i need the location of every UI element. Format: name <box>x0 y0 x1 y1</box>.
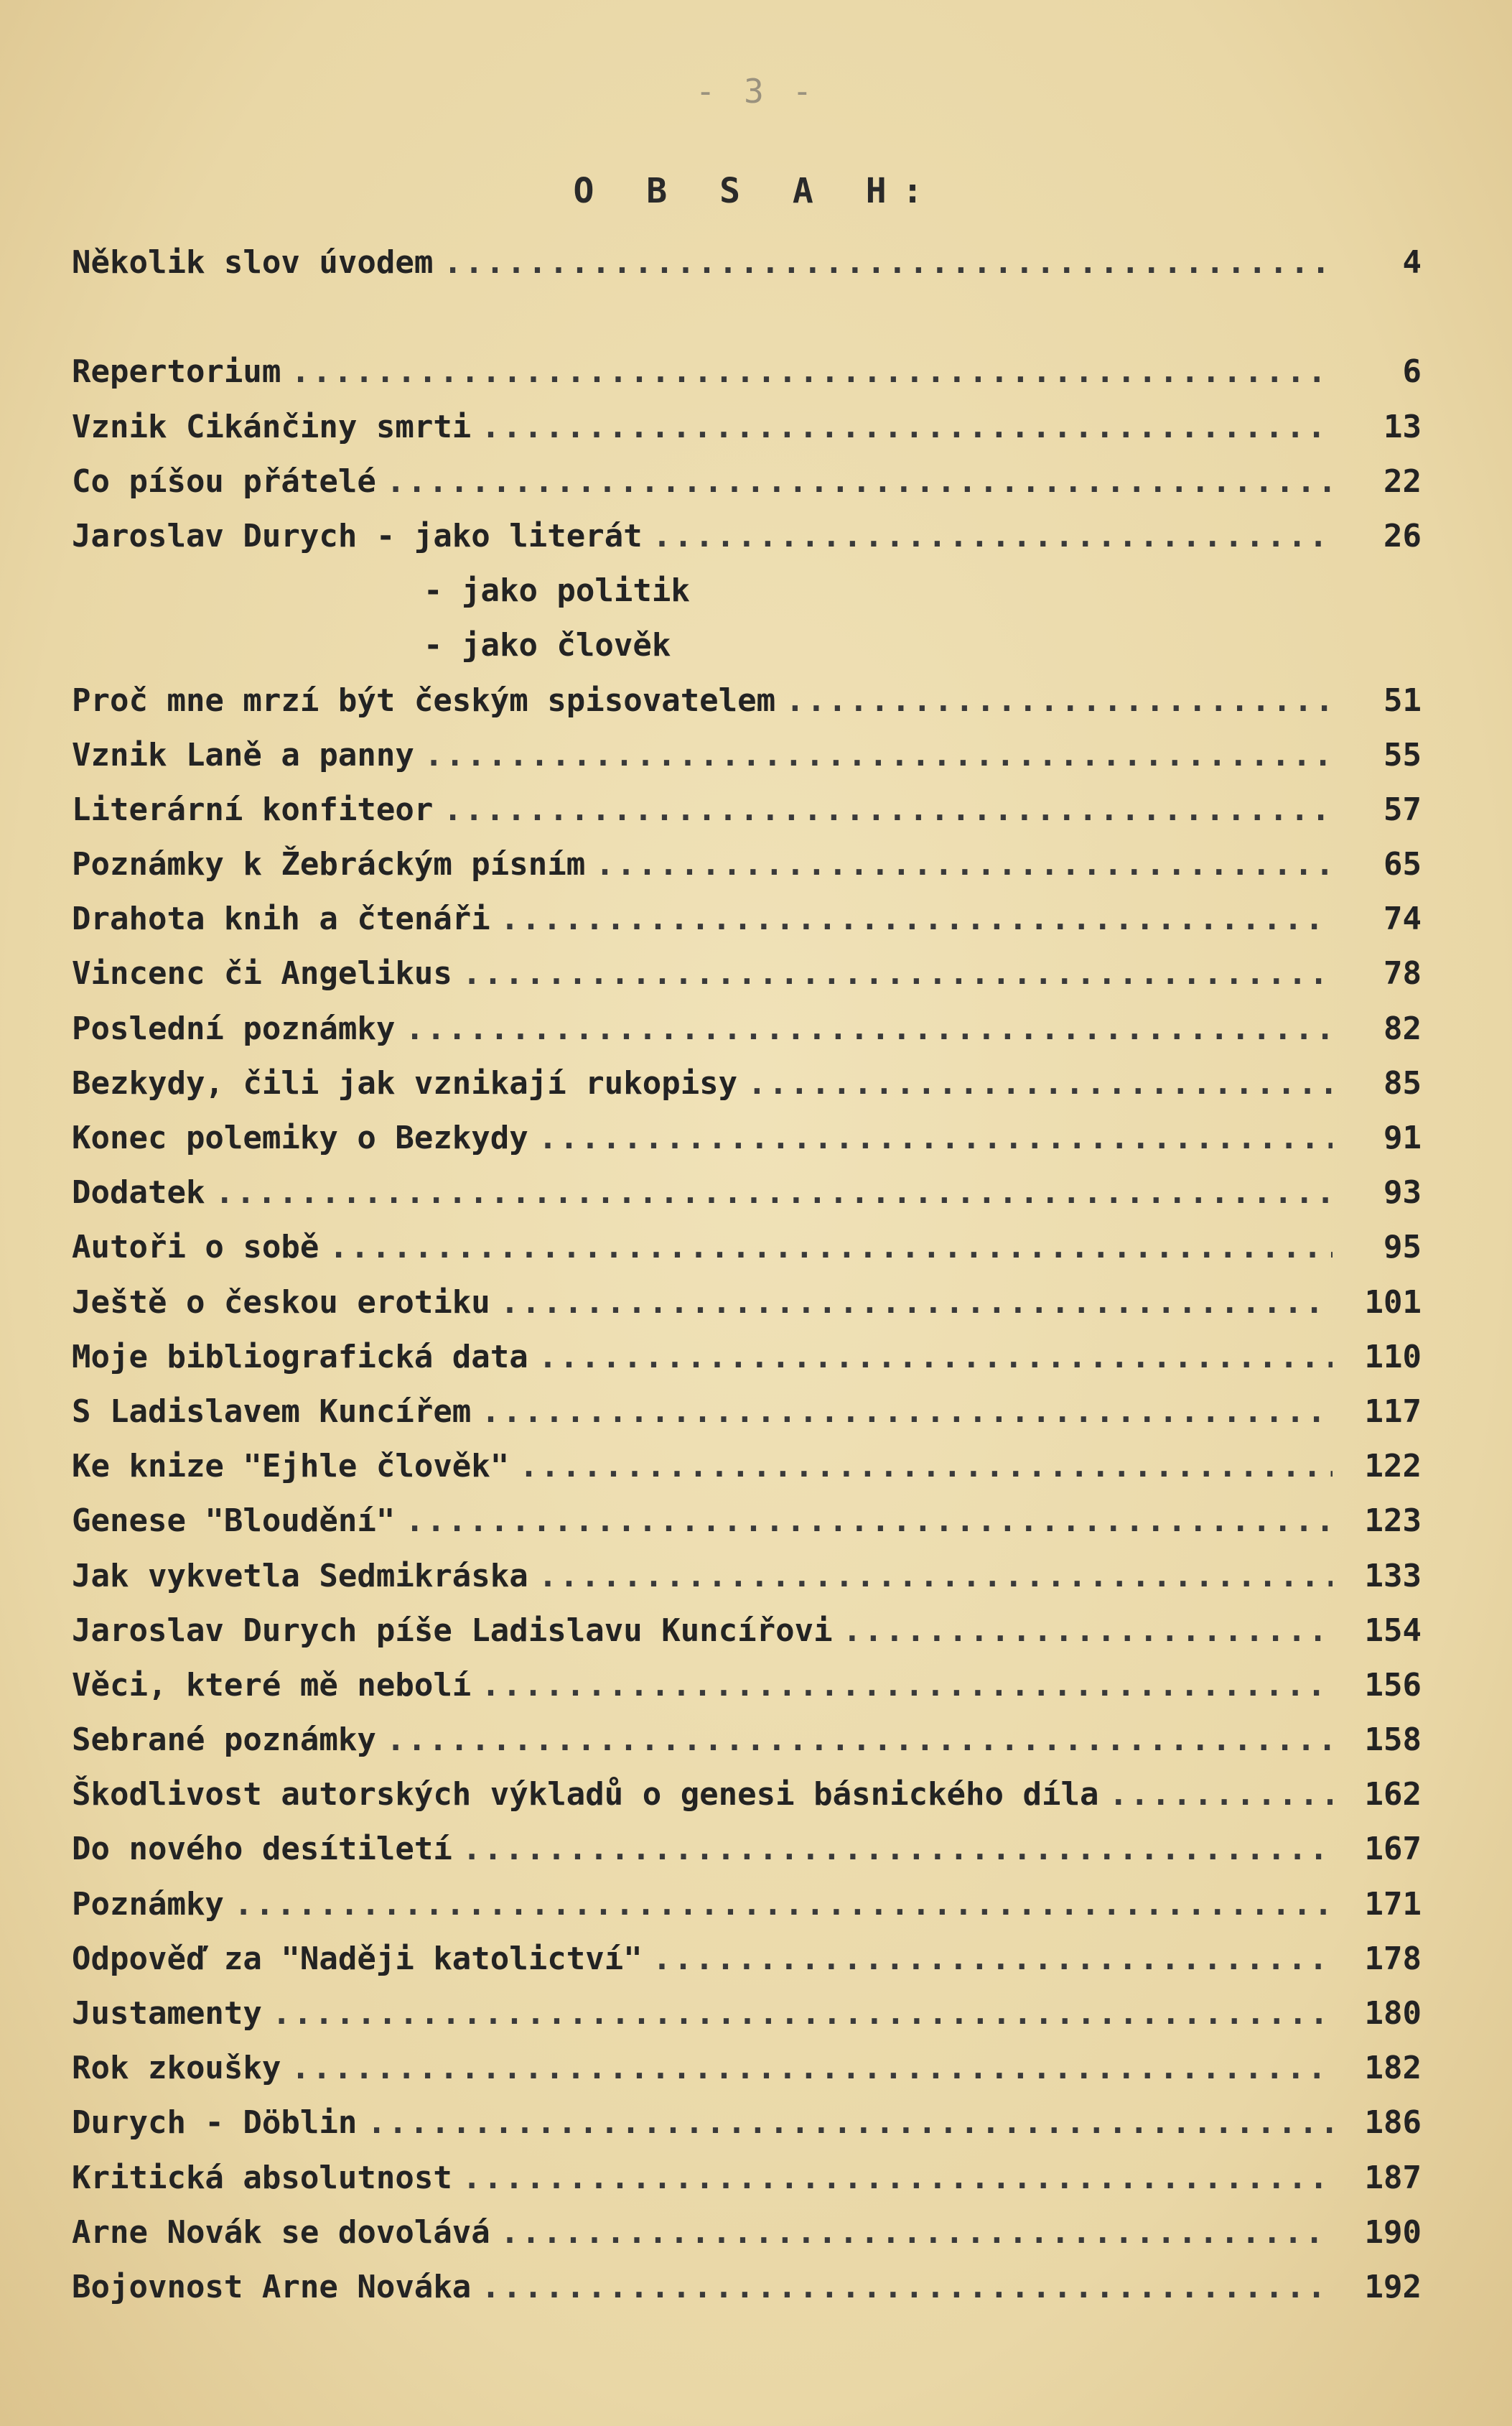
toc-entry-page: 82 <box>1383 1010 1422 1047</box>
toc-entry <box>72 244 1422 299</box>
toc-entry-page: 158 <box>1364 1721 1422 1759</box>
leader-dots <box>329 1229 1333 1265</box>
toc-entry-title: Ještě o českou erotiku <box>72 1283 490 1321</box>
toc-entry <box>72 463 1422 518</box>
toc-entry-title: Bezkydy, čili jak vznikají rukopisy <box>72 1064 738 1102</box>
toc-entry <box>72 2160 1422 2214</box>
toc-entry-title: - jako člověk <box>424 627 671 664</box>
toc-entry <box>72 791 1422 846</box>
toc-entry-title: Drahota knih a čtenáři <box>72 901 490 938</box>
toc-entry <box>72 1065 1422 1120</box>
leader-dots <box>462 1831 1333 1867</box>
toc-entry-title: Jaroslav Durych píše Ladislavu Kuncířovi <box>72 1612 833 1649</box>
leader-dots <box>462 2160 1333 2196</box>
toc-entry <box>72 353 1422 408</box>
leader-dots <box>234 1886 1333 1923</box>
toc-entry <box>72 1776 1422 1831</box>
leader-dots <box>519 1448 1333 1484</box>
toc-entry-title: Poznámky <box>72 1885 224 1923</box>
toc-entry <box>72 1393 1422 1448</box>
toc-entry-page: 162 <box>1364 1776 1422 1813</box>
toc-entry-page: 122 <box>1364 1448 1422 1485</box>
leader-dots <box>215 1174 1333 1211</box>
leader-dots <box>481 1393 1333 1430</box>
leader-dots <box>272 1995 1333 2032</box>
toc-entry-title: Do nového desítiletí <box>72 1831 452 1868</box>
toc-entry-page: 74 <box>1383 901 1422 938</box>
leader-dots <box>747 1065 1333 1102</box>
toc-entry <box>72 1995 1422 2050</box>
toc-entry-title: Věci, které mě nebolí <box>72 1666 472 1704</box>
leader-dots <box>424 737 1333 773</box>
toc-entry <box>72 409 1422 463</box>
leader-dots <box>595 846 1333 883</box>
toc-entry-title: Durych - Döblin <box>72 2104 358 2142</box>
toc-title: O B S A H: <box>573 171 939 211</box>
toc-entry <box>72 846 1422 901</box>
toc-entry-title: Ke knize "Ejhle člověk" <box>72 1448 510 1485</box>
toc-blank-line <box>72 299 1422 353</box>
toc-entry <box>72 1667 1422 1721</box>
toc-entry-title: Bojovnost Arne Nováka <box>72 2268 472 2305</box>
leader-dots <box>443 244 1333 281</box>
toc-entry-page: 4 <box>1402 244 1422 281</box>
toc-entry-page: 187 <box>1364 2159 1422 2196</box>
toc-entry-page: 110 <box>1364 1338 1422 1375</box>
toc-entry-page: 178 <box>1364 1940 1422 1977</box>
toc-entry <box>72 901 1422 955</box>
toc-entry-title: Literární konfiteor <box>72 791 434 828</box>
leader-dots <box>405 1010 1333 1047</box>
toc-entry <box>72 1831 1422 1885</box>
table-of-contents <box>72 244 1422 2323</box>
toc-entry <box>72 1339 1422 1393</box>
toc-entry-page: 101 <box>1364 1283 1422 1321</box>
leader-dots <box>1109 1776 1333 1813</box>
toc-entry-page: 91 <box>1383 1120 1422 1156</box>
toc-entry-page: 26 <box>1383 517 1422 554</box>
toc-entry-title: Vincenc či Angelikus <box>72 955 452 993</box>
toc-entry <box>72 1612 1422 1667</box>
toc-entry-page: 13 <box>1383 408 1422 445</box>
toc-entry-title: Co píšou přátelé <box>72 463 376 500</box>
leader-dots <box>405 1502 1333 1539</box>
toc-entry-page: 133 <box>1364 1557 1422 1594</box>
toc-entry-title: Moje bibliografická data <box>72 1338 528 1375</box>
leader-dots <box>443 791 1333 828</box>
toc-entry-page: 55 <box>1383 736 1422 773</box>
toc-entry-title: Dodatek <box>72 1174 205 1212</box>
toc-entry-page: 123 <box>1364 1502 1422 1540</box>
toc-entry-title: Odpověď za "Naději katolictví" <box>72 1940 643 1977</box>
toc-entry-page: 171 <box>1364 1885 1422 1923</box>
toc-entry-page: 65 <box>1383 846 1422 883</box>
toc-entry-page: 192 <box>1364 2268 1422 2305</box>
toc-entry-page: 78 <box>1383 955 1422 993</box>
toc-entry <box>72 955 1422 1010</box>
leader-dots <box>843 1612 1333 1649</box>
toc-entry <box>72 1120 1422 1174</box>
toc-entry-title: Sebrané poznámky <box>72 1721 376 1759</box>
toc-entry-page: 6 <box>1402 353 1422 391</box>
toc-entry <box>72 737 1422 791</box>
toc-entry-title: Několik slov úvodem <box>72 244 434 281</box>
toc-entry <box>72 518 1422 572</box>
toc-entry-title: Proč mne mrzí být českým spisovatelem <box>72 682 776 719</box>
toc-entry <box>72 2050 1422 2104</box>
toc-entry-page: 22 <box>1383 463 1422 500</box>
toc-entry-page: 93 <box>1383 1174 1422 1212</box>
toc-entry-page: 51 <box>1383 682 1422 719</box>
toc-entry-title: Vznik Cikánčiny smrti <box>72 408 472 445</box>
leader-dots <box>291 2050 1333 2086</box>
toc-entry-title: Rok zkoušky <box>72 2050 281 2087</box>
leader-dots <box>785 682 1333 719</box>
toc-subentry <box>72 572 1422 627</box>
leader-dots <box>653 518 1333 554</box>
leader-dots <box>653 1941 1333 1977</box>
toc-entry <box>72 2269 1422 2323</box>
toc-entry-title: Jaroslav Durych - jako literát <box>72 517 643 554</box>
toc-entry <box>72 1941 1422 1995</box>
leader-dots <box>538 1120 1333 1156</box>
leader-dots <box>481 1667 1333 1704</box>
toc-entry-page: 85 <box>1383 1064 1422 1102</box>
toc-entry-page: 180 <box>1364 1995 1422 2032</box>
leader-dots <box>481 2269 1333 2305</box>
leader-dots <box>386 463 1333 500</box>
toc-entry-title: Kritická absolutnost <box>72 2159 452 2196</box>
toc-entry-page: 95 <box>1383 1229 1422 1266</box>
page-number: - 3 - <box>695 72 817 111</box>
toc-entry <box>72 1558 1422 1612</box>
toc-entry-title: Repertorium <box>72 353 281 391</box>
toc-entry-page: 182 <box>1364 2050 1422 2087</box>
toc-entry-page: 154 <box>1364 1612 1422 1649</box>
toc-entry <box>72 1721 1422 1776</box>
toc-entry-title: Jak vykvetla Sedmikráska <box>72 1557 528 1594</box>
toc-entry-title: Škodlivost autorských výkladů o genesi básnického díla <box>72 1776 1099 1813</box>
toc-entry <box>72 1886 1422 1941</box>
toc-entry-page: 186 <box>1364 2104 1422 2142</box>
toc-entry <box>72 1502 1422 1557</box>
toc-entry-page: 57 <box>1383 791 1422 828</box>
toc-entry <box>72 682 1422 737</box>
leader-dots <box>386 1721 1333 1758</box>
leader-dots <box>291 353 1333 390</box>
toc-entry-title: Genese "Bloudění" <box>72 1502 396 1540</box>
leader-dots <box>500 901 1333 937</box>
toc-entry-title: Konec polemiky o Bezkydy <box>72 1120 528 1156</box>
leader-dots <box>462 955 1333 992</box>
toc-entry-page: 117 <box>1364 1393 1422 1430</box>
toc-entry-title: - jako politik <box>424 572 690 610</box>
toc-entry <box>72 2104 1422 2159</box>
toc-entry <box>72 1229 1422 1283</box>
leader-dots <box>538 1339 1333 1375</box>
toc-entry-title: Poslední poznámky <box>72 1010 396 1047</box>
toc-entry-title: Vznik Laně a panny <box>72 736 414 773</box>
toc-entry-page: 156 <box>1364 1666 1422 1704</box>
toc-entry-title: Arne Novák se dovolává <box>72 2213 490 2251</box>
toc-entry-title: Justamenty <box>72 1995 262 2032</box>
toc-entry-page: 167 <box>1364 1831 1422 1868</box>
leader-dots <box>481 409 1333 445</box>
toc-entry <box>72 2214 1422 2269</box>
toc-entry-title: Autoři o sobě <box>72 1229 319 1266</box>
toc-entry <box>72 1448 1422 1502</box>
toc-entry <box>72 1174 1422 1229</box>
leader-dots <box>500 2214 1333 2251</box>
toc-entry-title: Poznámky k Žebráckým písním <box>72 846 586 883</box>
leader-dots <box>500 1284 1333 1321</box>
toc-entry <box>72 1284 1422 1339</box>
toc-entry-page: 190 <box>1364 2213 1422 2251</box>
toc-subentry <box>72 627 1422 682</box>
leader-dots <box>538 1558 1333 1594</box>
toc-entry-title: S Ladislavem Kuncířem <box>72 1393 472 1430</box>
leader-dots <box>367 2104 1333 2141</box>
toc-entry <box>72 1010 1422 1065</box>
